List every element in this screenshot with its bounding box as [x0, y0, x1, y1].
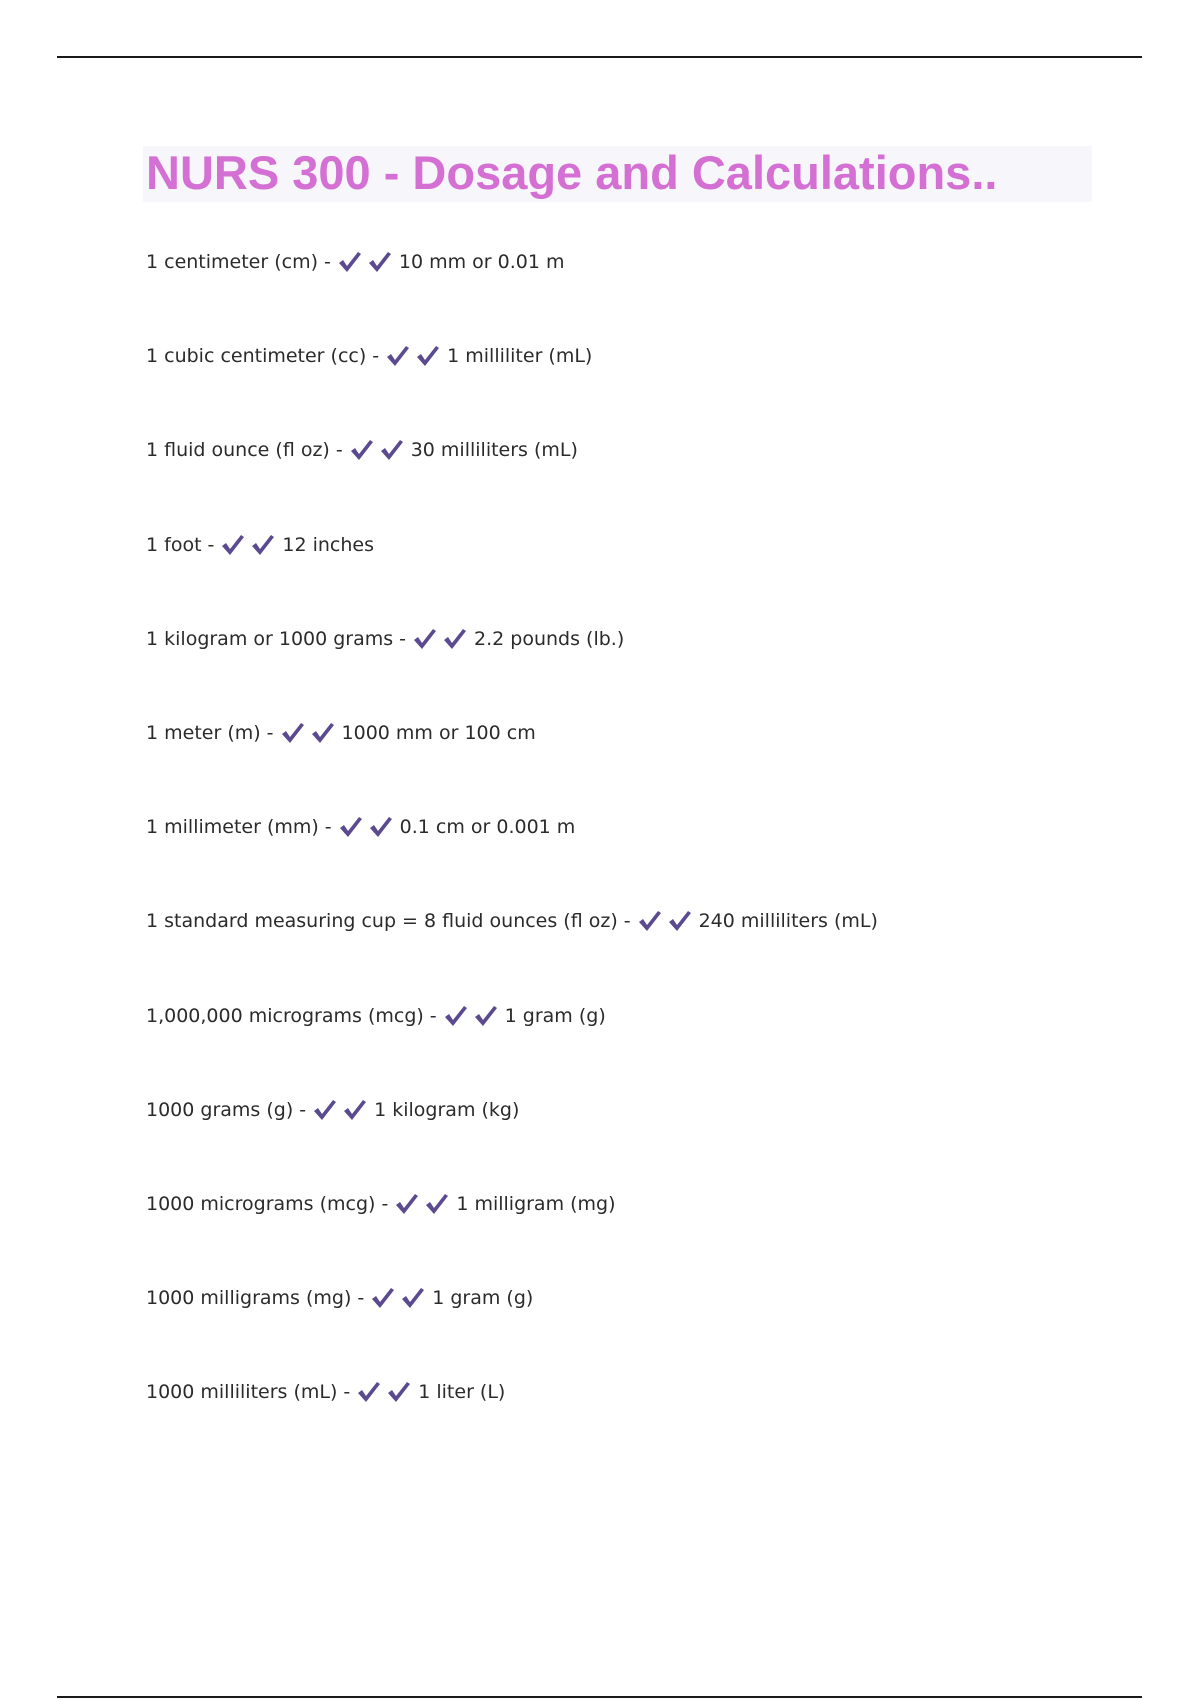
definition: 240 milliliters (mL)	[698, 910, 878, 933]
check-marks	[220, 528, 280, 562]
list-item	[146, 622, 878, 716]
check-marks	[385, 339, 445, 373]
term: 1000 milligrams (mg)	[146, 1287, 352, 1310]
term: 1 kilogram or 1000 grams	[146, 627, 394, 650]
definition: 0.1 cm or 0.001 m	[399, 816, 576, 839]
term: 1000 grams (g)	[146, 1098, 294, 1121]
check-marks	[338, 810, 398, 844]
separator: -	[343, 1381, 351, 1404]
list-item	[146, 1281, 878, 1375]
check-mark-icon	[220, 532, 246, 558]
check-marks	[312, 1093, 372, 1127]
term: 1 millimeter (mm)	[146, 816, 319, 839]
term: 1000 milliliters (mL)	[146, 1381, 338, 1404]
definition: 1 gram (g)	[432, 1287, 534, 1310]
check-mark-icon	[338, 814, 364, 840]
separator: -	[324, 251, 331, 273]
list-item	[146, 1375, 878, 1469]
check-mark-icon	[412, 626, 438, 652]
check-mark-icon	[368, 814, 394, 840]
check-marks	[349, 433, 409, 467]
check-marks	[337, 245, 397, 279]
check-marks	[412, 622, 472, 656]
flashcard-list	[146, 245, 878, 1469]
check-mark-icon	[349, 437, 375, 463]
check-mark-icon	[443, 1003, 469, 1029]
list-item	[146, 245, 878, 339]
term: 1,000,000 micrograms (mcg)	[146, 1004, 424, 1027]
definition: 1 milligram (mg)	[456, 1192, 616, 1215]
list-item	[146, 810, 878, 904]
check-mark-icon	[667, 908, 693, 934]
check-mark-icon	[424, 1191, 450, 1217]
check-marks	[443, 999, 503, 1033]
top-divider	[57, 56, 1142, 58]
term: 1000 micrograms (mcg)	[146, 1192, 376, 1215]
separator: -	[381, 1192, 389, 1215]
separator: -	[372, 345, 380, 368]
check-mark-icon	[386, 1379, 412, 1405]
check-mark-icon	[367, 249, 393, 275]
separator: -	[335, 439, 343, 462]
check-mark-icon	[385, 343, 411, 369]
separator: -	[299, 1098, 307, 1121]
list-item	[146, 716, 878, 810]
list-item	[146, 339, 878, 433]
separator: -	[623, 910, 631, 933]
check-marks	[637, 904, 697, 938]
definition: 1 milliliter (mL)	[447, 345, 593, 368]
check-mark-icon	[400, 1285, 426, 1311]
check-mark-icon	[442, 626, 468, 652]
check-mark-icon	[310, 720, 336, 746]
check-mark-icon	[312, 1097, 338, 1123]
term: 1 centimeter (cm)	[146, 251, 319, 273]
separator: -	[399, 627, 407, 650]
check-mark-icon	[394, 1191, 420, 1217]
list-item	[146, 433, 878, 527]
term: 1 standard measuring cup = 8 fluid ounces (fl oz)	[146, 910, 618, 933]
definition: 12 inches	[282, 533, 374, 556]
separator: -	[429, 1004, 437, 1027]
check-mark-icon	[637, 908, 663, 934]
check-mark-icon	[280, 720, 306, 746]
term: 1 fluid ounce (fl oz)	[146, 439, 330, 462]
list-item	[146, 1187, 878, 1281]
definition: 1 liter (L)	[418, 1381, 506, 1404]
term: 1 foot	[146, 533, 202, 556]
bottom-divider	[57, 1696, 1142, 1698]
check-mark-icon	[356, 1379, 382, 1405]
check-marks	[370, 1281, 430, 1315]
separator: -	[357, 1287, 365, 1310]
check-mark-icon	[337, 249, 363, 275]
definition: 1000 mm or 100 cm	[341, 721, 536, 744]
check-mark-icon	[342, 1097, 368, 1123]
term: 1 meter (m)	[146, 721, 261, 744]
definition: 10 mm or 0.01 m	[398, 251, 565, 273]
term: 1 cubic centimeter (cc)	[146, 345, 367, 368]
check-mark-icon	[379, 437, 405, 463]
list-item	[146, 904, 878, 998]
check-mark-icon	[415, 343, 441, 369]
separator: -	[324, 816, 332, 839]
check-marks	[356, 1375, 416, 1409]
definition: 30 milliliters (mL)	[410, 439, 578, 462]
list-item	[146, 528, 878, 622]
page-title: NURS 300 - Dosage and Calculations..	[146, 146, 998, 199]
list-item	[146, 1093, 878, 1187]
definition: 1 gram (g)	[504, 1004, 606, 1027]
check-marks	[394, 1187, 454, 1221]
check-mark-icon	[370, 1285, 396, 1311]
separator: -	[207, 533, 215, 556]
list-item	[146, 999, 878, 1093]
check-mark-icon	[250, 532, 276, 558]
definition: 2.2 pounds (lb.)	[474, 627, 625, 650]
separator: -	[266, 721, 274, 744]
check-marks	[280, 716, 340, 750]
definition: 1 kilogram (kg)	[374, 1098, 520, 1121]
check-mark-icon	[473, 1003, 499, 1029]
